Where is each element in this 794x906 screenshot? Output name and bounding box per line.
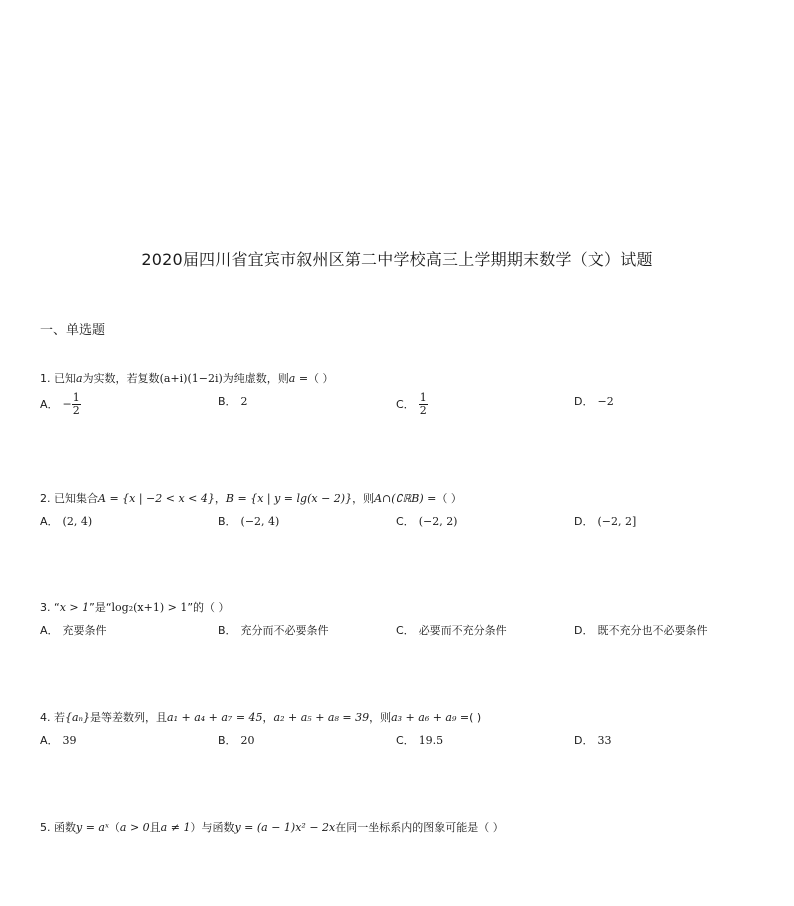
option-value: (−2, 2] (597, 515, 637, 528)
option-b[interactable] (218, 392, 248, 412)
stem-text: ”是“ (89, 601, 112, 614)
exam-title: 2020届四川省宜宾市叙州区第二中学校高三上学期期末数学（文）试题 (141, 250, 653, 269)
option-a[interactable] (40, 731, 77, 751)
option-label: B． (218, 395, 237, 408)
question-4-options (40, 731, 612, 757)
stem-text: 在同一坐标系内的图象可能是（ ） (335, 821, 504, 834)
option-b[interactable] (218, 731, 255, 751)
option-value: 必要而不充分条件 (418, 624, 507, 637)
option-label: D． (574, 624, 594, 637)
math-expr: x > 1 (59, 601, 90, 614)
option-value: 20 (240, 734, 255, 747)
question-2 (40, 489, 637, 538)
stem-text: 且 (149, 821, 161, 834)
stem-text: 为实数，若复数 (82, 372, 160, 385)
stem-text: ( ) (469, 711, 482, 724)
math-expr: a₁ + a₄ + a₇ = 45 (167, 711, 263, 724)
math-expr: (a+i)(1−2i) (159, 372, 223, 385)
denominator: 2 (419, 404, 427, 417)
question-3-stem (40, 598, 230, 618)
option-a[interactable] (40, 512, 92, 532)
stem-text: 是等差数列，且 (90, 711, 168, 724)
option-value: 充分而不必要条件 (240, 624, 329, 637)
option-b[interactable] (218, 621, 329, 641)
question-3-options (40, 621, 708, 647)
stem-text: 已知 (54, 372, 76, 385)
stem-text: 为纯虚数，则 (222, 372, 289, 385)
option-label: A． (40, 734, 59, 747)
option-value: −2 (597, 395, 614, 408)
stem-text: ， (262, 711, 274, 724)
option-value: 既不充分也不必要条件 (597, 624, 708, 637)
option-label: A． (40, 397, 59, 411)
question-2-options (40, 512, 637, 538)
math-expr: y = aˣ (76, 821, 109, 834)
option-label: A． (40, 624, 59, 637)
numerator: 1 (72, 391, 80, 404)
math-expr: B = {x | y = lg(x − 2)} (225, 492, 353, 505)
math-expr: log₂(x+1) > 1 (111, 601, 188, 614)
option-value: 2 (240, 395, 248, 408)
math-expr: A∩(∁ℝB) = (374, 492, 437, 505)
question-number: 3. (40, 601, 51, 614)
option-d[interactable] (574, 392, 614, 412)
math-expr: a = (288, 372, 309, 385)
option-d[interactable] (574, 731, 611, 751)
fraction (72, 392, 81, 417)
question-number: 5. (40, 821, 51, 834)
question-4 (40, 708, 612, 757)
question-1-options (40, 391, 614, 418)
option-label: C． (396, 624, 415, 637)
question-2-stem (40, 489, 462, 509)
option-label: C． (396, 734, 415, 747)
stem-text: （ (108, 821, 120, 834)
math-expr: a ≠ 1 (160, 821, 191, 834)
option-d[interactable] (574, 621, 707, 641)
option-a[interactable] (40, 392, 81, 417)
math-expr: a₂ + a₅ + a₈ = 39 (273, 711, 370, 724)
math-expr: {aₙ} (65, 711, 91, 724)
option-label: B． (218, 624, 237, 637)
question-5 (40, 818, 504, 838)
question-number: 2. (40, 492, 51, 505)
stem-text: 函数 (54, 821, 76, 834)
option-c[interactable] (396, 621, 507, 641)
option-a[interactable] (40, 621, 107, 641)
option-label: C． (396, 397, 415, 411)
fraction (419, 392, 428, 417)
option-c[interactable] (396, 731, 443, 751)
option-label: D． (574, 515, 594, 528)
question-number: 1. (40, 372, 51, 385)
option-value: 39 (62, 734, 77, 747)
question-1 (40, 369, 614, 418)
math-expr: y = (a − 1)x² − 2x (234, 821, 336, 834)
option-label: A． (40, 515, 59, 528)
option-label: C． (396, 515, 415, 528)
numerator: 1 (419, 391, 427, 404)
question-3 (40, 598, 708, 647)
stem-text: ， (214, 492, 226, 505)
stem-text: （ ） (436, 492, 462, 505)
option-sign: − (62, 397, 72, 411)
option-b[interactable] (218, 512, 279, 532)
stem-text: 若 (54, 711, 65, 724)
option-value: 33 (597, 734, 612, 747)
stem-text: （ ） (308, 372, 334, 385)
math-expr: a > 0 (119, 821, 150, 834)
option-label: D． (574, 734, 594, 747)
option-label: B． (218, 734, 237, 747)
option-value: 充要条件 (62, 624, 107, 637)
math-expr: a₃ + a₆ + a₉ = (391, 711, 470, 724)
math-expr: A = {x | −2 < x < 4} (98, 492, 215, 505)
option-value: 19.5 (418, 734, 444, 747)
option-c[interactable] (396, 512, 457, 532)
option-value: (−2, 2) (418, 515, 458, 528)
option-label: B． (218, 515, 237, 528)
option-d[interactable] (574, 512, 636, 532)
stem-text: ）与函数 (190, 821, 235, 834)
stem-text: ，则 (369, 711, 392, 724)
stem-text: ，则 (352, 492, 375, 505)
stem-text: ”的（ ） (187, 601, 230, 614)
section-heading: 一、单选题 (40, 323, 106, 338)
option-value: (2, 4) (62, 515, 93, 528)
question-5-stem (40, 818, 504, 838)
denominator: 2 (72, 404, 80, 417)
question-1-stem (40, 369, 334, 389)
option-value: (−2, 4) (240, 515, 280, 528)
question-number: 4. (40, 711, 51, 724)
question-4-stem (40, 708, 481, 728)
option-label: D． (574, 395, 594, 408)
stem-text: “ (54, 601, 60, 614)
stem-text: 已知集合 (54, 492, 98, 505)
option-c[interactable] (396, 392, 428, 417)
math-expr: a (76, 372, 83, 385)
